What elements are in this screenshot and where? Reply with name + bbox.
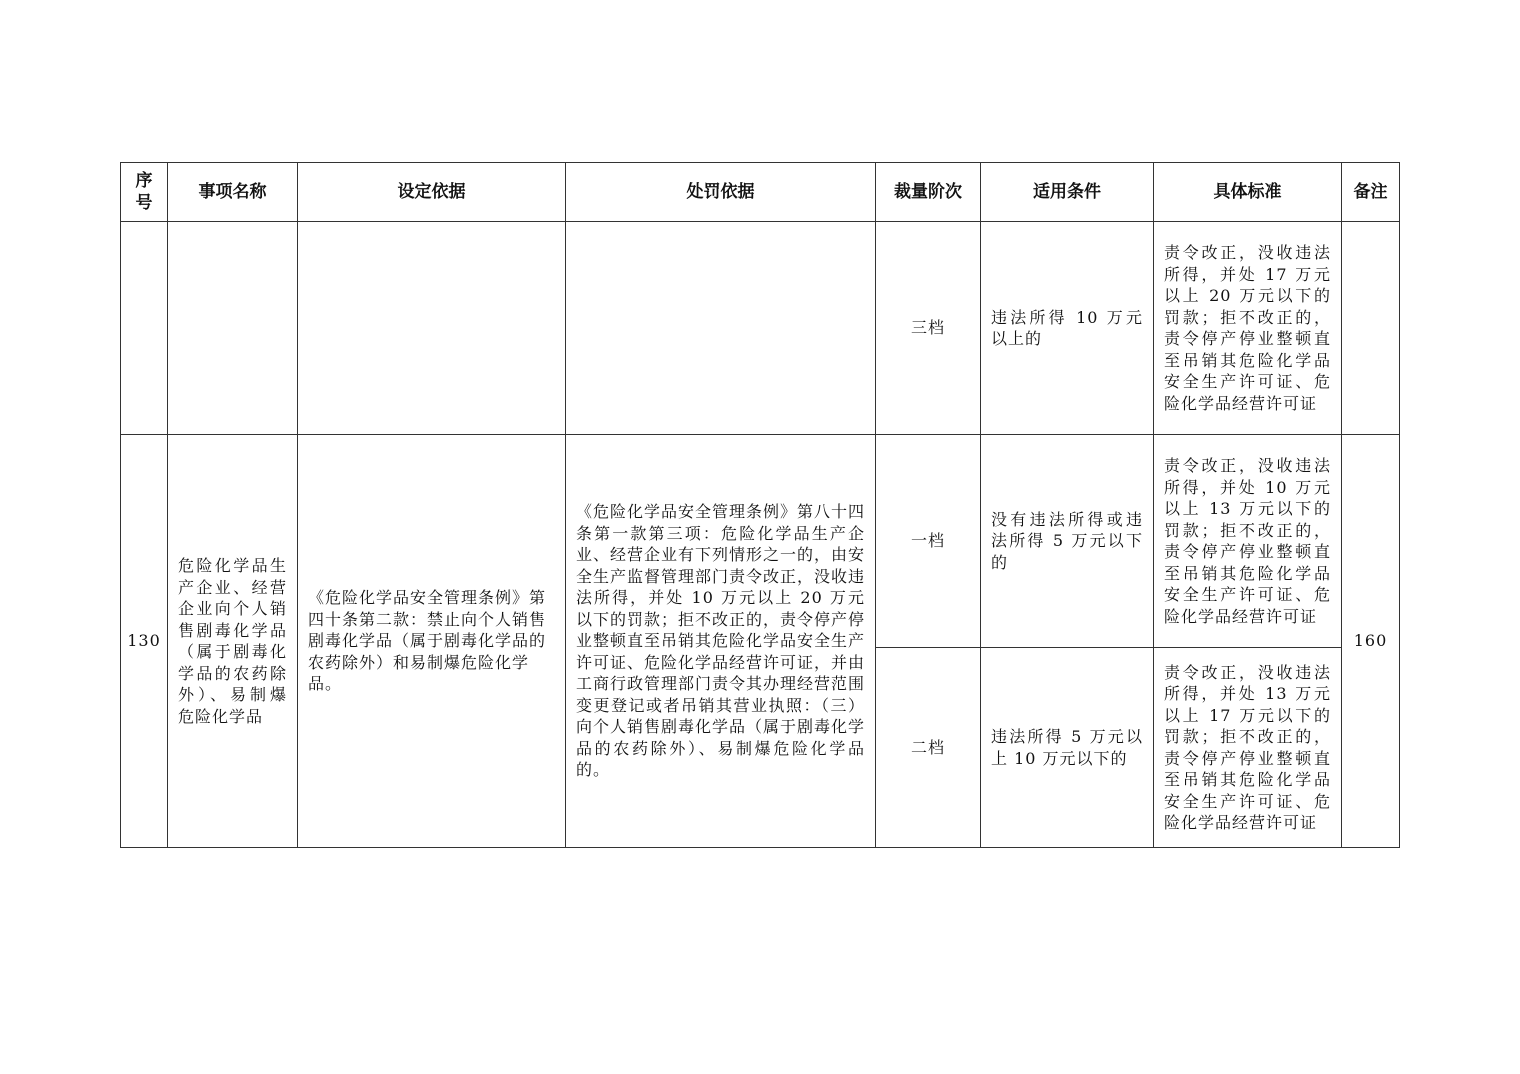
prev-basis-cell	[298, 222, 566, 435]
remark-cell: 160	[1342, 435, 1400, 848]
seq-cell: 130	[121, 435, 168, 848]
item-name-cell: 危险化学品生产企业、经营企业向个人销售剧毒化学品（属于剧毒化学品的农药除外）、易制爆危险化学品	[168, 435, 298, 848]
header-remark: 备注	[1342, 163, 1400, 222]
header-condition: 适用条件	[981, 163, 1154, 222]
table-row	[121, 222, 1400, 435]
prev-name-cell	[168, 222, 298, 435]
table-row	[121, 435, 1400, 648]
penalty-basis-cell: 《危险化学品安全管理条例》第八十四条第一款第三项：危险化学品生产企业、经营企业有下列情形之一的，由安全生产监督管理部门责令改正，没收违法所得，并处 10 万元以上 20 万元以下的罚款；拒不改正的，责令停产停业整顿直至吊销其危险化学品安全生产许可证、危险化学品经营许可证，并由工商行政管理部门责令其办理经营范围变更登记或者吊销其营业执照：（三）向个人销售剧毒化学品（属于剧毒化学品的农药除外）、易制爆危险化学品的。	[566, 435, 876, 848]
header-standard: 具体标准	[1154, 163, 1342, 222]
header-seq: 序 号	[121, 163, 168, 222]
standard-cell: 责令改正，没收违法所得，并处 10 万元以上 13 万元以下的罚款；拒不改正的，责令停产停业整顿直至吊销其危险化学品安全生产许可证、危险化学品经营许可证	[1154, 435, 1342, 648]
condition-cell: 违法所得 5 万元以上 10 万元以下的	[981, 648, 1154, 848]
standard-cell: 责令改正，没收违法所得，并处 13 万元以上 17 万元以下的罚款；拒不改正的，责令停产停业整顿直至吊销其危险化学品安全生产许可证、危险化学品经营许可证	[1154, 648, 1342, 848]
basis-cell: 《危险化学品安全管理条例》第四十条第二款：禁止向个人销售剧毒化学品（属于剧毒化学品的农药除外）和易制爆危险化学品。	[298, 435, 566, 848]
prev-remark-cell	[1342, 222, 1400, 435]
header-basis: 设定依据	[298, 163, 566, 222]
level-cell: 二档	[876, 648, 981, 848]
prev-seq-cell	[121, 222, 168, 435]
standard-cell: 责令改正，没收违法所得，并处 17 万元以上 20 万元以下的罚款；拒不改正的，责令停产停业整顿直至吊销其危险化学品安全生产许可证、危险化学品经营许可证	[1154, 222, 1342, 435]
header-level: 裁量阶次	[876, 163, 981, 222]
level-cell: 三档	[876, 222, 981, 435]
header-penalty-basis: 处罚依据	[566, 163, 876, 222]
header-name: 事项名称	[168, 163, 298, 222]
level-cell: 一档	[876, 435, 981, 648]
discretion-table	[120, 162, 1400, 848]
header-row	[121, 163, 1400, 222]
condition-cell: 违法所得 10 万元以上的	[981, 222, 1154, 435]
prev-penalty-basis-cell	[566, 222, 876, 435]
condition-cell: 没有违法所得或违法所得 5 万元以下的	[981, 435, 1154, 648]
